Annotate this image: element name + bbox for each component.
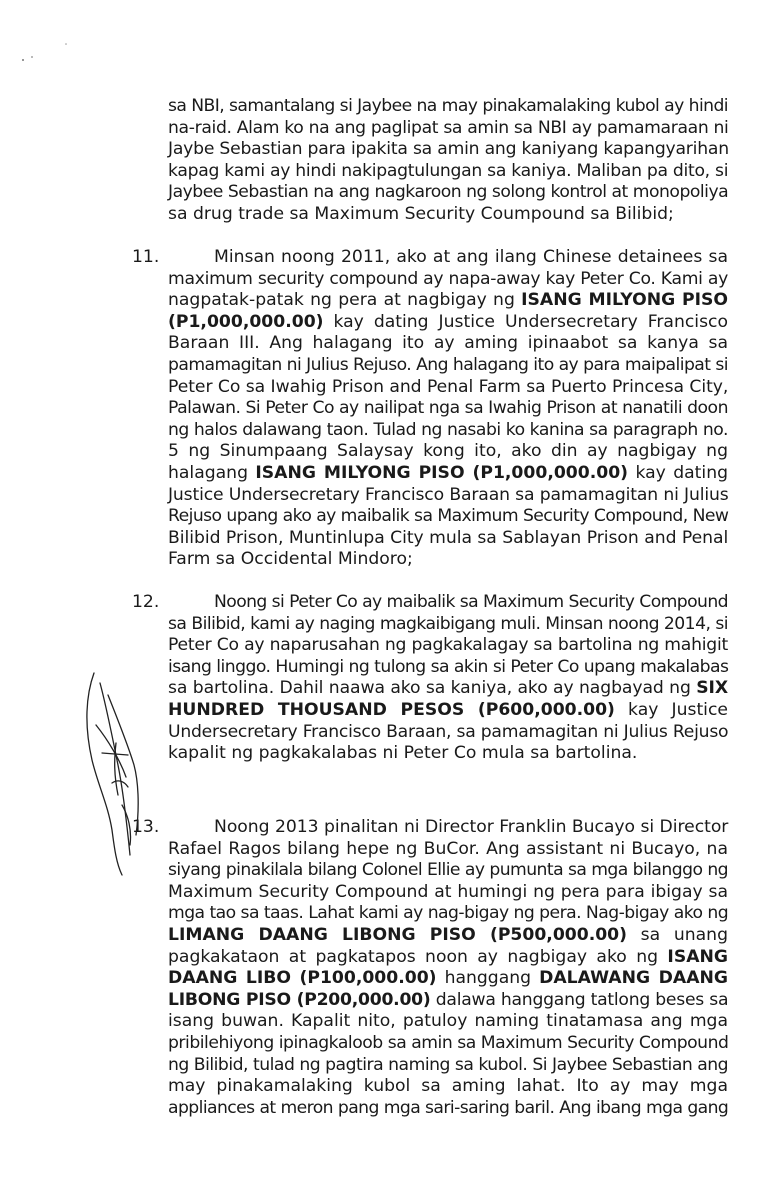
text-run: hanggang [436, 968, 540, 989]
text-line: pamamagitan ni Julius Rejuso. Ang halagang ito ay para maipalipat si [168, 354, 728, 375]
text-line: isang buwan. Kapalit nito, patuloy naming tinatamasa ang mga [168, 1011, 728, 1032]
text-line: Jaybee Sebastian na ang nagkaroon ng solong kontrol at monopoliya [168, 182, 729, 203]
text-line [168, 947, 728, 969]
amount-text: LIMANG DAANG LIBONG PISO (P500,000.00) [168, 924, 627, 945]
text-line: ng halos dalawang taon. Tulad ng nasabi ko kanina sa paragraph no. [168, 419, 728, 440]
text-line: kapalit ng pagkakalabas ni Peter Co mula sa bartolina. [168, 743, 638, 764]
text-run: nagpatak-patak ng pera at nagbigay ng [168, 290, 522, 311]
text-line [168, 990, 728, 1012]
amount-text: SIX [696, 678, 728, 699]
text-line: Peter Co ay naparusahan ng pagkakalagay sa bartolina ng mahigit [168, 635, 728, 656]
text-run: halagang [168, 462, 256, 483]
text-line: Farm sa Occidental Mindoro; [168, 549, 413, 570]
amount-text: (P1,000,000.00) [168, 311, 324, 332]
text-line [168, 925, 728, 947]
paragraph-11 [168, 247, 728, 571]
text-run: dalawa hanggang tatlong beses sa [430, 989, 729, 1010]
amount-text: DALAWANG DAANG [539, 968, 728, 989]
paragraph-12 [168, 592, 728, 765]
text-line: sa Bilibid, kami ay naging magkaibigang muli. Minsan noong 2014, si [168, 613, 728, 634]
text-line [168, 968, 728, 990]
text-run: kay dating [628, 462, 728, 483]
text-run: kay Justice [614, 699, 728, 720]
text-line: Undersecretary Francisco Baraan, sa pamamagitan ni Julius Rejuso [168, 721, 729, 742]
text-line: 5 ng Sinumpaang Salaysay kong ito, ako din ay nagbigay ng [168, 441, 728, 462]
text-run: sa bartolina. Dahil naawa ako sa kaniya, ako ay nagbayad ng [168, 678, 697, 699]
amount-text: LIBONG PISO (P200,000.00) [168, 989, 431, 1010]
text-line: Noong 2013 pinalitan ni Director Franklin Bucayo si Director [214, 817, 729, 837]
paragraph-number: 13. [132, 817, 160, 837]
text-line [168, 463, 728, 485]
text-line: Bilibid Prison, Muntinlupa City mula sa Sablayan Prison and Penal [168, 527, 729, 548]
scan-specks [18, 40, 78, 70]
text-line: Justice Undersecretary Francisco Baraan sa pamamagitan ni Julius [168, 484, 729, 505]
text-line: Rafael Ragos bilang hepe ng BuCor. Ang assistant ni Bucayo, na [168, 838, 728, 859]
text-line [168, 678, 728, 700]
text-line: pribilehiyong ipinagkaloob sa amin sa Maximum Security Compound [168, 1032, 729, 1053]
text-line: Maximum Security Compound at humingi ng pera para ibigay sa [168, 881, 728, 902]
text-line: mga tao sa taas. Lahat kami ay nag-bigay ng pera. Nag-bigay ako ng [168, 903, 729, 924]
text-line [168, 312, 728, 334]
amount-text: ISANG [667, 946, 728, 967]
text-line: sa NBI, samantalang si Jaybee na may pinakamalaking kubol ay hindi [168, 96, 728, 116]
amount-text: HUNDRED THOUSAND PESOS (P600,000.00) [168, 699, 615, 720]
text-line: na-raid. Alam ko na ang paglipat sa amin sa NBI ay pamamaraan ni [168, 117, 729, 138]
intro-paragraph [168, 96, 728, 226]
text-run: sa unang [627, 924, 728, 945]
text-line: may pinakamalaking kubol sa aming lahat. Ito ay may mga [168, 1076, 728, 1097]
amount-text: ISANG MILYONG PISO [521, 290, 728, 311]
text-line: Palawan. Si Peter Co ay nailipat nga sa Iwahig Prison at nanatili doon [168, 398, 728, 419]
text-line: isang linggo. Humingi ng tulong sa akin si Peter Co upang makalabas [168, 656, 729, 677]
text-line: Baraan III. Ang halagang ito ay aming ipinaabot sa kanya sa [168, 333, 728, 354]
text-line [168, 700, 728, 722]
text-run: pagkakataon at pagkatapos noon ay nagbigay ako ng [168, 946, 668, 967]
text-line [168, 290, 728, 312]
amount-text: ISANG MILYONG PISO (P1,000,000.00) [255, 462, 629, 483]
text-line: appliances at meron pang mga sari-saring baril. Ang ibang mga gang [168, 1097, 729, 1118]
text-line: Minsan noong 2011, ako at ang ilang Chinese detainees sa [214, 247, 728, 267]
text-line: maximum security compound ay napa-away kay Peter Co. Kami ay [168, 268, 728, 289]
text-run: kay dating Justice Undersecretary Francisco [323, 311, 728, 332]
text-line: Rejuso upang ako ay maibalik sa Maximum Security Compound, New [168, 506, 729, 527]
text-line: kapag kami ay hindi nakipagtulungan sa kaniya. Maliban pa dito, si [168, 160, 729, 181]
text-line: ng Bilibid, tulad ng pagtira naming sa kubol. Si Jaybee Sebastian ang [168, 1054, 729, 1075]
paragraph-number: 12. [132, 592, 160, 612]
paragraph-number: 11. [132, 247, 160, 267]
text-line: Peter Co sa Iwahig Prison and Penal Farm sa Puerto Princesa City, [168, 376, 729, 397]
handwritten-signature [78, 665, 156, 880]
text-line: Jaybe Sebastian para ipakita sa amin ang kaniyang kapangyarihan [168, 139, 729, 160]
text-line: sa drug trade sa Maximum Security Coumpound sa Bilibid; [168, 203, 674, 224]
text-line: siyang pinakilala bilang Colonel Ellie ay pumunta sa mga bilanggo ng [168, 860, 728, 881]
text-line: Noong si Peter Co ay maibalik sa Maximum Security Compound [214, 592, 728, 612]
amount-text: DAANG LIBO (P100,000.00) [168, 968, 437, 989]
paragraph-13 [168, 817, 728, 1119]
